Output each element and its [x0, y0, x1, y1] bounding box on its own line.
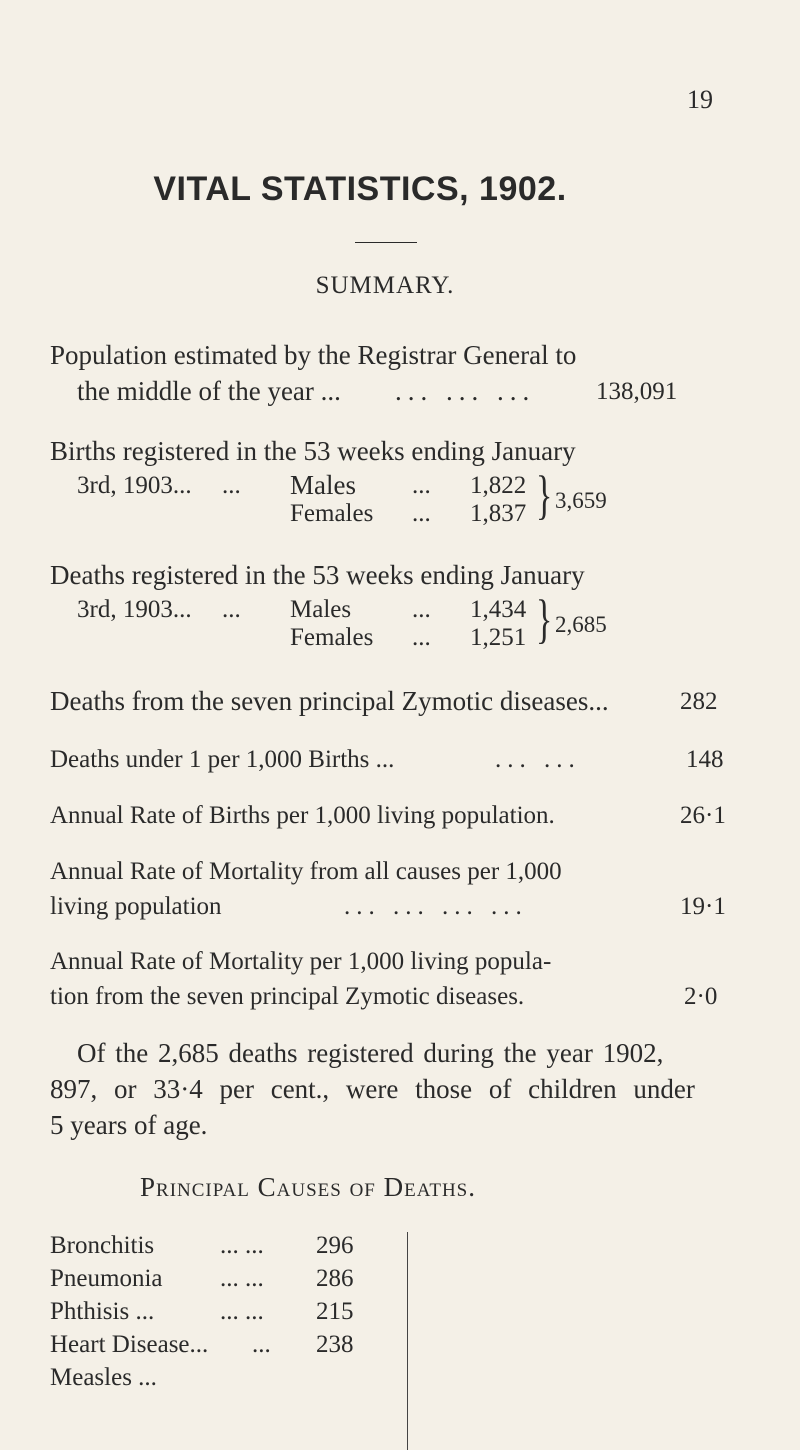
deaths-females-value: 1,251: [470, 624, 527, 651]
mortality-rate-line1: Annual Rate of Mortality from all causes per 1,000: [50, 858, 562, 885]
births-males-dots: ...: [412, 472, 431, 499]
mortality-rate-line2: living population: [50, 893, 222, 920]
causes-heading: Principal Causes of Deaths.: [140, 1172, 476, 1202]
population-dots: ... ... ...: [395, 376, 536, 406]
causes-column-divider: [407, 1232, 408, 1450]
births-males-label: Males: [290, 470, 356, 500]
population-value: 138,091: [596, 378, 678, 405]
cause-value: 238: [316, 1331, 354, 1358]
birth-rate-label: Annual Rate of Births per 1,000 living population.: [50, 802, 555, 829]
cause-label: Heart Disease...: [50, 1331, 209, 1358]
birth-rate-value: 26·1: [680, 802, 726, 829]
infant-deaths-label: Deaths under 1 per 1,000 Births ...: [50, 746, 395, 773]
page-title: VITAL STATISTICS, 1902.: [153, 170, 567, 208]
page-number: 19: [687, 85, 713, 114]
cause-label: Bronchitis: [50, 1232, 155, 1259]
children-line1: Of the 2,685 deaths registered during the year 1902,: [77, 1038, 664, 1068]
children-line3: 5 years of age.: [50, 1110, 208, 1140]
population-line2: the middle of the year ...: [77, 376, 341, 406]
deaths-males-label: Males: [290, 596, 352, 623]
births-total: 3,659: [555, 488, 607, 513]
births-females-dots: ...: [412, 500, 431, 527]
population-line1: Population estimated by the Registrar General to: [50, 340, 577, 370]
deaths-males-dots: ...: [412, 596, 431, 623]
births-males-value: 1,822: [470, 472, 527, 499]
deaths-females-label: Females: [290, 624, 374, 651]
deaths-date: 3rd, 1903...: [77, 596, 192, 623]
children-line2: 897, or 33·4 per cent., were those of children under: [50, 1074, 695, 1104]
births-females-label: Females: [290, 500, 374, 527]
zymotic-deaths-value: 282: [680, 688, 718, 715]
births-line1: Births registered in the 53 weeks ending January: [50, 436, 576, 466]
births-females-value: 1,837: [470, 500, 527, 527]
births-date: 3rd, 1903...: [77, 472, 192, 499]
cause-value: 286: [316, 1265, 354, 1292]
cause-dots: ... ...: [220, 1232, 264, 1259]
zymotic-rate-line2: tion from the seven principal Zymotic diseases.: [50, 983, 525, 1010]
deaths-dots: ...: [222, 596, 241, 623]
section-subtitle: SUMMARY.: [315, 272, 455, 299]
deaths-females-dots: ...: [412, 624, 431, 651]
zymotic-deaths-label: Deaths from the seven principal Zymotic diseases...: [50, 686, 609, 716]
cause-value: 215: [316, 1298, 354, 1325]
cause-dots: ... ...: [220, 1298, 264, 1325]
cause-label: Pneumonia: [50, 1265, 163, 1292]
cause-value: 296: [316, 1232, 354, 1259]
title-divider: [355, 242, 417, 243]
births-dots: ...: [222, 472, 241, 499]
mortality-rate-value: 19·1: [680, 893, 726, 920]
deaths-males-value: 1,434: [470, 596, 527, 623]
births-brace: }: [536, 466, 553, 526]
zymotic-rate-value: 2·0: [684, 983, 718, 1010]
infant-deaths-dots: ... ...: [495, 746, 581, 773]
cause-label: Phthisis ...: [50, 1298, 155, 1325]
cause-dots: ...: [252, 1331, 271, 1358]
deaths-line1: Deaths registered in the 53 weeks ending January: [50, 560, 585, 590]
cause-label: Measles ...: [50, 1364, 157, 1391]
cause-dots: ... ...: [220, 1265, 264, 1292]
zymotic-rate-line1: Annual Rate of Mortality per 1,000 living popula-: [50, 948, 552, 975]
deaths-brace: }: [536, 590, 553, 650]
infant-deaths-value: 148: [686, 746, 724, 773]
deaths-total: 2,685: [555, 612, 607, 637]
mortality-rate-dots: ... ... ... ...: [344, 893, 528, 920]
